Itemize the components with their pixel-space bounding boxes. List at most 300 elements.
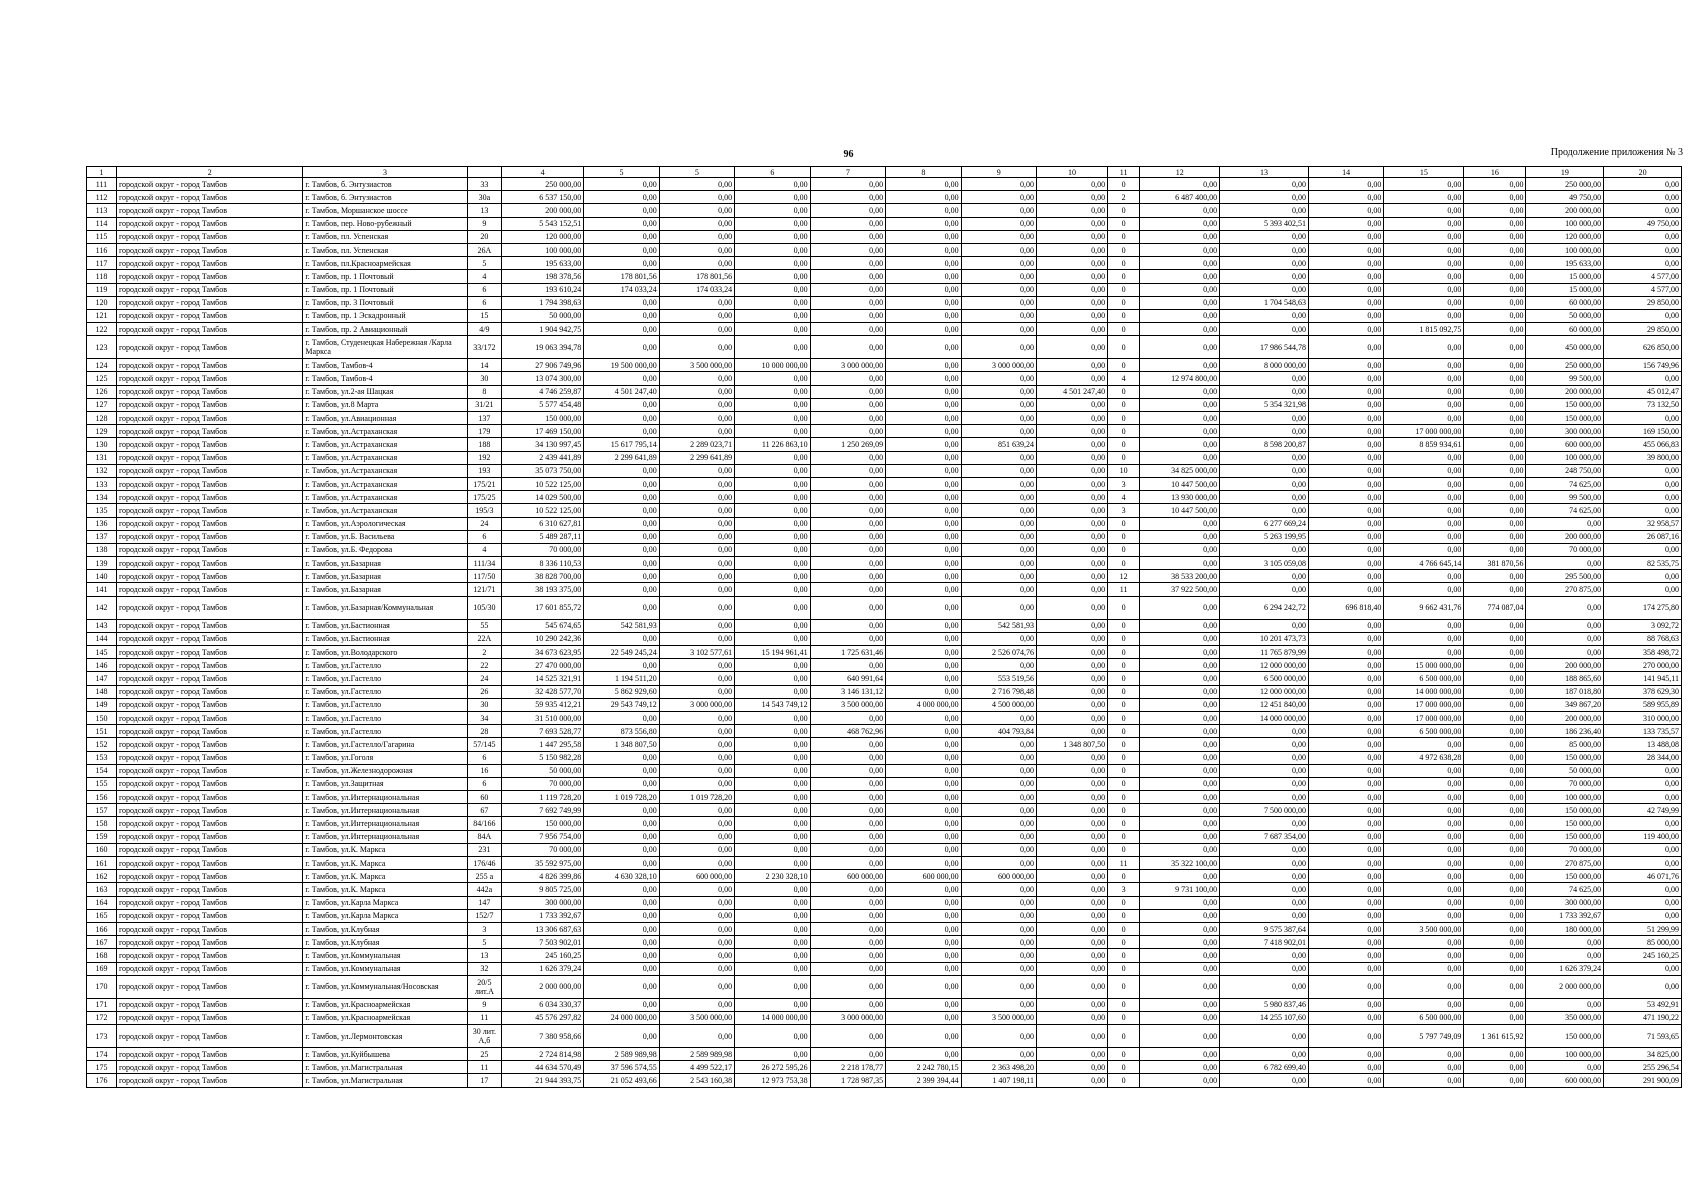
table-cell: 0,00 — [1464, 725, 1526, 738]
table-cell: г. Тамбов, ул.Астраханская — [303, 438, 467, 451]
table-cell: городской округ - город Тамбов — [116, 1074, 302, 1087]
table-cell: 0,00 — [1384, 1074, 1464, 1087]
table-cell: 0,00 — [1308, 646, 1383, 659]
table-cell: 0 — [1108, 309, 1140, 322]
table-cell: 120 000,00 — [1526, 230, 1604, 243]
table-cell: 0,00 — [1220, 491, 1309, 504]
table-cell: 0,00 — [886, 504, 961, 517]
table-cell: 0,00 — [1384, 217, 1464, 230]
table-cell: 174 — [87, 1048, 117, 1061]
table-cell: 67 — [467, 804, 501, 817]
table-cell: 178 801,56 — [659, 270, 734, 283]
table-cell: 0,00 — [584, 336, 659, 359]
table-cell: 0,00 — [1604, 477, 1682, 490]
table-cell: г. Тамбов, ул.Бастионная — [303, 619, 467, 632]
table-cell: городской округ - город Тамбов — [116, 517, 302, 530]
table-cell: 0,00 — [1464, 323, 1526, 336]
table-cell: г. Тамбов, ул.Интернациональная — [303, 830, 467, 843]
table-cell: 0,00 — [1220, 751, 1309, 764]
table-cell: 26 087,16 — [1604, 530, 1682, 543]
table-row — [87, 204, 1682, 217]
table-cell: 0,00 — [735, 777, 810, 790]
table-cell: 156 749,96 — [1604, 359, 1682, 372]
table-cell: 169 150,00 — [1604, 425, 1682, 438]
table-cell: 0,00 — [584, 243, 659, 256]
table-row — [87, 738, 1682, 751]
table-cell: 8 598 200,87 — [1220, 438, 1309, 451]
table-cell: 0,00 — [810, 936, 885, 949]
table-cell: 0,00 — [735, 283, 810, 296]
table-cell: 0,00 — [1526, 596, 1604, 619]
table-cell: 0,00 — [1140, 791, 1220, 804]
table-cell: 0,00 — [1220, 477, 1309, 490]
table-cell: г. Тамбов, пл. Успенская — [303, 230, 467, 243]
table-cell: городской округ - город Тамбов — [116, 764, 302, 777]
table-cell: 0,00 — [1308, 949, 1383, 962]
table-cell: 0,00 — [659, 323, 734, 336]
table-cell: 33/172 — [467, 336, 501, 359]
table-cell: 0,00 — [1220, 178, 1309, 191]
table-cell: 0,00 — [1308, 804, 1383, 817]
table-row — [87, 619, 1682, 632]
table-cell: 136 — [87, 517, 117, 530]
table-cell: городской округ - город Тамбов — [116, 178, 302, 191]
table-cell: 34 825,00 — [1604, 1048, 1682, 1061]
table-row — [87, 543, 1682, 556]
table-cell: 14 000 000,00 — [1220, 711, 1309, 724]
table-cell: г. Тамбов, ул.Б. Васильева — [303, 530, 467, 543]
table-cell: 17 000 000,00 — [1384, 698, 1464, 711]
table-cell: 0,00 — [1220, 504, 1309, 517]
table-cell: 0,00 — [810, 530, 885, 543]
table-cell: 0,00 — [1308, 178, 1383, 191]
table-cell: 0,00 — [1604, 412, 1682, 425]
table-cell: 0,00 — [659, 725, 734, 738]
table-cell: 74 625,00 — [1526, 883, 1604, 896]
table-cell: 0,00 — [886, 491, 961, 504]
table-cell: 0 — [1108, 672, 1140, 685]
table-cell: 404 793,84 — [961, 725, 1036, 738]
table-cell: 0,00 — [810, 583, 885, 596]
table-cell: 250 000,00 — [502, 178, 584, 191]
table-cell: 0,00 — [886, 412, 961, 425]
table-cell: 0,00 — [810, 385, 885, 398]
table-cell: 0,00 — [1037, 257, 1108, 270]
table-cell: 121 — [87, 309, 117, 322]
table-cell: 0,00 — [1037, 596, 1108, 619]
table-cell: городской округ - город Тамбов — [116, 491, 302, 504]
table-cell: 0,00 — [961, 530, 1036, 543]
table-cell: 32 — [467, 962, 501, 975]
table-cell: 0,00 — [1384, 791, 1464, 804]
table-cell: 0,00 — [810, 711, 885, 724]
table-cell: 3 000 000,00 — [659, 698, 734, 711]
table-cell: 4 826 399,86 — [502, 870, 584, 883]
table-cell: 74 625,00 — [1526, 477, 1604, 490]
table-cell: 0,00 — [1140, 270, 1220, 283]
table-cell: 1 194 511,20 — [584, 672, 659, 685]
table-cell: 144 — [87, 632, 117, 645]
table-cell: г. Тамбов, пр. 1 Почтовый — [303, 270, 467, 283]
table-cell: 3 102 577,61 — [659, 646, 734, 659]
table-cell: 0,00 — [1464, 1061, 1526, 1074]
table-cell: 381 870,56 — [1464, 557, 1526, 570]
table-cell: 0,00 — [1604, 883, 1682, 896]
table-cell: 0,00 — [1308, 843, 1383, 856]
table-cell: 0,00 — [1604, 191, 1682, 204]
table-cell: 5 150 982,28 — [502, 751, 584, 764]
table-cell: 165 — [87, 909, 117, 922]
table-cell: 0,00 — [584, 191, 659, 204]
table-cell: г. Тамбов, ул.Б. Федорова — [303, 543, 467, 556]
table-cell: 0,00 — [1220, 843, 1309, 856]
table-cell: 195 633,00 — [502, 257, 584, 270]
table-cell: 0,00 — [1308, 243, 1383, 256]
table-cell: 0,00 — [659, 477, 734, 490]
table-cell: 0,00 — [735, 909, 810, 922]
table-cell: 100 000,00 — [1526, 791, 1604, 804]
table-cell: 35 592 975,00 — [502, 857, 584, 870]
table-row — [87, 270, 1682, 283]
table-cell: 151 — [87, 725, 117, 738]
table-cell: 0 — [1108, 619, 1140, 632]
table-cell: 0,00 — [584, 632, 659, 645]
table-cell: 0,00 — [1037, 543, 1108, 556]
table-cell: городской округ - город Тамбов — [116, 477, 302, 490]
table-cell: 0,00 — [886, 372, 961, 385]
table-cell: 0,00 — [1037, 477, 1108, 490]
table-cell: 0,00 — [735, 962, 810, 975]
table-cell: 0 — [1108, 646, 1140, 659]
table-cell: 3 000 000,00 — [810, 1011, 885, 1024]
table-cell: 6 — [467, 283, 501, 296]
table-cell: 60 — [467, 791, 501, 804]
table-cell: 0,00 — [659, 896, 734, 909]
table-cell: 0,00 — [1464, 685, 1526, 698]
table-cell: 542 581,93 — [584, 619, 659, 632]
table-cell: 0,00 — [1037, 557, 1108, 570]
table-cell: 50 000,00 — [502, 309, 584, 322]
table-cell: 3 500 000,00 — [810, 698, 885, 711]
table-cell: 19 500 000,00 — [584, 359, 659, 372]
table-cell: 0,00 — [886, 385, 961, 398]
table-cell: 0,00 — [1464, 1011, 1526, 1024]
table-cell: 0,00 — [886, 217, 961, 230]
table-cell: 0,00 — [1037, 685, 1108, 698]
table-cell: 3 — [1108, 504, 1140, 517]
table-cell: 15 000,00 — [1526, 270, 1604, 283]
table-cell: 0,00 — [1037, 751, 1108, 764]
table-cell: г. Тамбов, ул.Карла Маркса — [303, 909, 467, 922]
table-cell: 161 — [87, 857, 117, 870]
table-cell: 250 000,00 — [1526, 178, 1604, 191]
table-cell: 0,00 — [1308, 896, 1383, 909]
table-cell: 0,00 — [886, 619, 961, 632]
table-cell: 0,00 — [584, 830, 659, 843]
table-cell: 0,00 — [659, 491, 734, 504]
table-cell: 0,00 — [1604, 257, 1682, 270]
table-cell: городской округ - город Тамбов — [116, 804, 302, 817]
table-cell: 0,00 — [1384, 1061, 1464, 1074]
table-cell: 0 — [1108, 1048, 1140, 1061]
table-cell: г. Тамбов, Моршанское шоссе — [303, 204, 467, 217]
table-cell: 0,00 — [735, 830, 810, 843]
table-row — [87, 830, 1682, 843]
table-cell: 0,00 — [1037, 491, 1108, 504]
table-cell: 116 — [87, 243, 117, 256]
table-cell: 0,00 — [735, 557, 810, 570]
table-cell: 15 617 795,14 — [584, 438, 659, 451]
table-cell: 349 867,20 — [1526, 698, 1604, 711]
table-cell: 0,00 — [886, 830, 961, 843]
table-cell: 0 — [1108, 632, 1140, 645]
table-cell: 0,00 — [659, 962, 734, 975]
table-row — [87, 243, 1682, 256]
table-cell: 300 000,00 — [1526, 425, 1604, 438]
table-cell: 2 242 780,15 — [886, 1061, 961, 1074]
table-cell: 0,00 — [1604, 372, 1682, 385]
table-row — [87, 870, 1682, 883]
table-cell: 34 130 997,45 — [502, 438, 584, 451]
table-cell: 0,00 — [1308, 583, 1383, 596]
table-cell: 0,00 — [1464, 309, 1526, 322]
table-cell: 0,00 — [810, 372, 885, 385]
table-cell: 0,00 — [886, 477, 961, 490]
table-cell: городской округ - город Тамбов — [116, 632, 302, 645]
table-cell: 0,00 — [735, 843, 810, 856]
table-cell: 150 000,00 — [1526, 412, 1604, 425]
table-cell: 0,00 — [1308, 385, 1383, 398]
table-cell: 11 — [467, 1011, 501, 1024]
table-cell: 126 — [87, 385, 117, 398]
table-cell: 1 728 987,35 — [810, 1074, 885, 1087]
table-cell: 0,00 — [1464, 257, 1526, 270]
table-cell: 0,00 — [886, 191, 961, 204]
table-cell: 150 000,00 — [502, 817, 584, 830]
table-cell: 0,00 — [961, 398, 1036, 411]
table-cell: 0,00 — [659, 936, 734, 949]
table-cell: 0,00 — [1464, 909, 1526, 922]
table-cell: 0,00 — [1308, 975, 1383, 998]
table-cell: 0,00 — [886, 204, 961, 217]
table-cell: 14 — [467, 359, 501, 372]
table-cell: 0,00 — [1037, 583, 1108, 596]
table-cell: 13 306 687,63 — [502, 922, 584, 935]
table-cell: 0,00 — [1140, 843, 1220, 856]
table-cell: 0,00 — [1464, 385, 1526, 398]
table-cell: 0,00 — [810, 975, 885, 998]
table-cell: 0,00 — [1140, 738, 1220, 751]
table-row — [87, 309, 1682, 322]
table-cell: 11 226 863,10 — [735, 438, 810, 451]
table-cell: 0,00 — [1308, 336, 1383, 359]
table-cell: 7 503 902,01 — [502, 936, 584, 949]
header-cell: 15 — [1384, 167, 1464, 178]
table-cell: г. Тамбов, пр. 3 Почтовый — [303, 296, 467, 309]
table-cell: 0,00 — [886, 857, 961, 870]
table-cell: 0,00 — [1220, 962, 1309, 975]
table-cell: 0,00 — [659, 830, 734, 843]
table-cell: 99 500,00 — [1526, 372, 1604, 385]
table-cell: г. Тамбов, ул.Красноармейская — [303, 998, 467, 1011]
table-cell: 0,00 — [810, 1025, 885, 1048]
table-cell: 0,00 — [1384, 857, 1464, 870]
table-cell: 0,00 — [735, 477, 810, 490]
table-cell: 6 277 669,24 — [1220, 517, 1309, 530]
table-cell: 0,00 — [1037, 517, 1108, 530]
table-cell: 5 577 454,48 — [502, 398, 584, 411]
table-cell: г. Тамбов, ул.Астраханская — [303, 477, 467, 490]
table-cell: 0,00 — [584, 583, 659, 596]
table-cell: 0 — [1108, 230, 1140, 243]
table-cell: 59 935 412,21 — [502, 698, 584, 711]
table-cell: городской округ - город Тамбов — [116, 949, 302, 962]
table-cell: городской округ - город Тамбов — [116, 922, 302, 935]
table-cell: 0,00 — [1037, 817, 1108, 830]
table-cell: городской округ - город Тамбов — [116, 323, 302, 336]
table-cell: 0,00 — [961, 596, 1036, 619]
table-cell: 589 955,89 — [1604, 698, 1682, 711]
table-cell: 155 — [87, 777, 117, 790]
table-cell: городской округ - город Тамбов — [116, 283, 302, 296]
table-cell: 6 — [467, 777, 501, 790]
table-cell: 0,00 — [1464, 804, 1526, 817]
table-cell: 0,00 — [1140, 646, 1220, 659]
table-cell: 7 418 902,01 — [1220, 936, 1309, 949]
table-cell: 176/46 — [467, 857, 501, 870]
table-cell: 0,00 — [584, 896, 659, 909]
table-cell: 0,00 — [1308, 477, 1383, 490]
table-cell: 0,00 — [659, 685, 734, 698]
table-cell: 0,00 — [1037, 804, 1108, 817]
table-cell: городской округ - город Тамбов — [116, 1048, 302, 1061]
table-cell: 0,00 — [1384, 909, 1464, 922]
table-cell: 0,00 — [810, 791, 885, 804]
table-cell: 0,00 — [886, 451, 961, 464]
table-cell: 125 — [87, 372, 117, 385]
table-cell: 51 299,99 — [1604, 922, 1682, 935]
table-cell: 0,00 — [1140, 336, 1220, 359]
table-cell: 156 — [87, 791, 117, 804]
table-cell: 0,00 — [810, 517, 885, 530]
table-cell: 100 000,00 — [1526, 1048, 1604, 1061]
table-cell: 270 875,00 — [1526, 857, 1604, 870]
table-cell: 0 — [1108, 451, 1140, 464]
table-cell: 0,00 — [810, 283, 885, 296]
table-cell: 6 782 699,40 — [1220, 1061, 1309, 1074]
table-cell: 0,00 — [1037, 698, 1108, 711]
table-cell: 0,00 — [1384, 359, 1464, 372]
table-cell: 150 000,00 — [1526, 830, 1604, 843]
table-cell: г. Тамбов, Тамбов-4 — [303, 372, 467, 385]
table-cell: 0,00 — [1308, 1074, 1383, 1087]
table-cell: 0,00 — [1308, 191, 1383, 204]
table-cell: 0,00 — [659, 504, 734, 517]
table-row — [87, 725, 1682, 738]
table-cell: 0,00 — [1384, 843, 1464, 856]
table-cell: 0,00 — [735, 398, 810, 411]
table-cell: 6 294 242,72 — [1220, 596, 1309, 619]
table-cell: 150 000,00 — [1526, 751, 1604, 764]
table-cell: 0,00 — [1220, 270, 1309, 283]
table-cell: 0,00 — [810, 451, 885, 464]
table-cell: 180 000,00 — [1526, 922, 1604, 935]
table-cell: 471 190,22 — [1604, 1011, 1682, 1024]
table-cell: 3 000 000,00 — [961, 359, 1036, 372]
table-cell: городской округ - город Тамбов — [116, 738, 302, 751]
table-cell: 1 348 807,50 — [1037, 738, 1108, 751]
table-cell: 10 201 473,73 — [1220, 632, 1309, 645]
table-cell: 0,00 — [1464, 230, 1526, 243]
table-cell: 150 000,00 — [1526, 804, 1604, 817]
table-row — [87, 1048, 1682, 1061]
table-cell: 0,00 — [659, 659, 734, 672]
table-cell: 0,00 — [810, 962, 885, 975]
table-cell: 0,00 — [810, 896, 885, 909]
table-cell: 0 — [1108, 270, 1140, 283]
table-cell: 0,00 — [1140, 909, 1220, 922]
table-cell: 0,00 — [1384, 583, 1464, 596]
table-cell: 0,00 — [1384, 412, 1464, 425]
table-cell: 0,00 — [961, 477, 1036, 490]
table-cell: 1 794 398,63 — [502, 296, 584, 309]
table-cell: городской округ - город Тамбов — [116, 870, 302, 883]
table-cell: 0,00 — [886, 998, 961, 1011]
table-cell: г. Тамбов, ул.Базарная/Коммунальная — [303, 596, 467, 619]
table-cell: 0,00 — [961, 975, 1036, 998]
table-cell: 0,00 — [735, 491, 810, 504]
table-cell: 22А — [467, 632, 501, 645]
table-cell: 0,00 — [735, 685, 810, 698]
table-cell: 60 000,00 — [1526, 296, 1604, 309]
header-cell: 2 — [116, 167, 302, 178]
table-row — [87, 596, 1682, 619]
table-cell: 1 626 379,24 — [1526, 962, 1604, 975]
table-cell: 7 500 000,00 — [1220, 804, 1309, 817]
table-cell: 0,00 — [1464, 451, 1526, 464]
table-cell: 0,00 — [1526, 1061, 1604, 1074]
table-cell: 17 986 544,78 — [1220, 336, 1309, 359]
table-cell: 4 — [467, 543, 501, 556]
table-cell: 115 — [87, 230, 117, 243]
table-cell: 0,00 — [810, 843, 885, 856]
table-cell: 0,00 — [1037, 178, 1108, 191]
table-cell: 142 — [87, 596, 117, 619]
table-cell: 0,00 — [1604, 178, 1682, 191]
table-cell: 146 — [87, 659, 117, 672]
table-cell: 33 — [467, 178, 501, 191]
table-cell: 0,00 — [1220, 323, 1309, 336]
table-cell: 442а — [467, 883, 501, 896]
table-cell: 0,00 — [1526, 936, 1604, 949]
table-cell: 0 — [1108, 896, 1140, 909]
table-cell: 0,00 — [1308, 283, 1383, 296]
table-cell: 3 500 000,00 — [659, 359, 734, 372]
table-cell: 0,00 — [1464, 204, 1526, 217]
table-cell: 0,00 — [735, 570, 810, 583]
table-cell: 0 — [1108, 870, 1140, 883]
table-row — [87, 477, 1682, 490]
table-cell: городской округ - город Тамбов — [116, 909, 302, 922]
table-cell: 14 000 000,00 — [1384, 685, 1464, 698]
table-cell: 0,00 — [1384, 1048, 1464, 1061]
table-cell: 0,00 — [659, 817, 734, 830]
table-cell: 0,00 — [1464, 477, 1526, 490]
table-cell: г. Тамбов, ул.Базарная — [303, 557, 467, 570]
table-cell: 22 — [467, 659, 501, 672]
table-cell: 0 — [1108, 764, 1140, 777]
table-cell: 164 — [87, 896, 117, 909]
